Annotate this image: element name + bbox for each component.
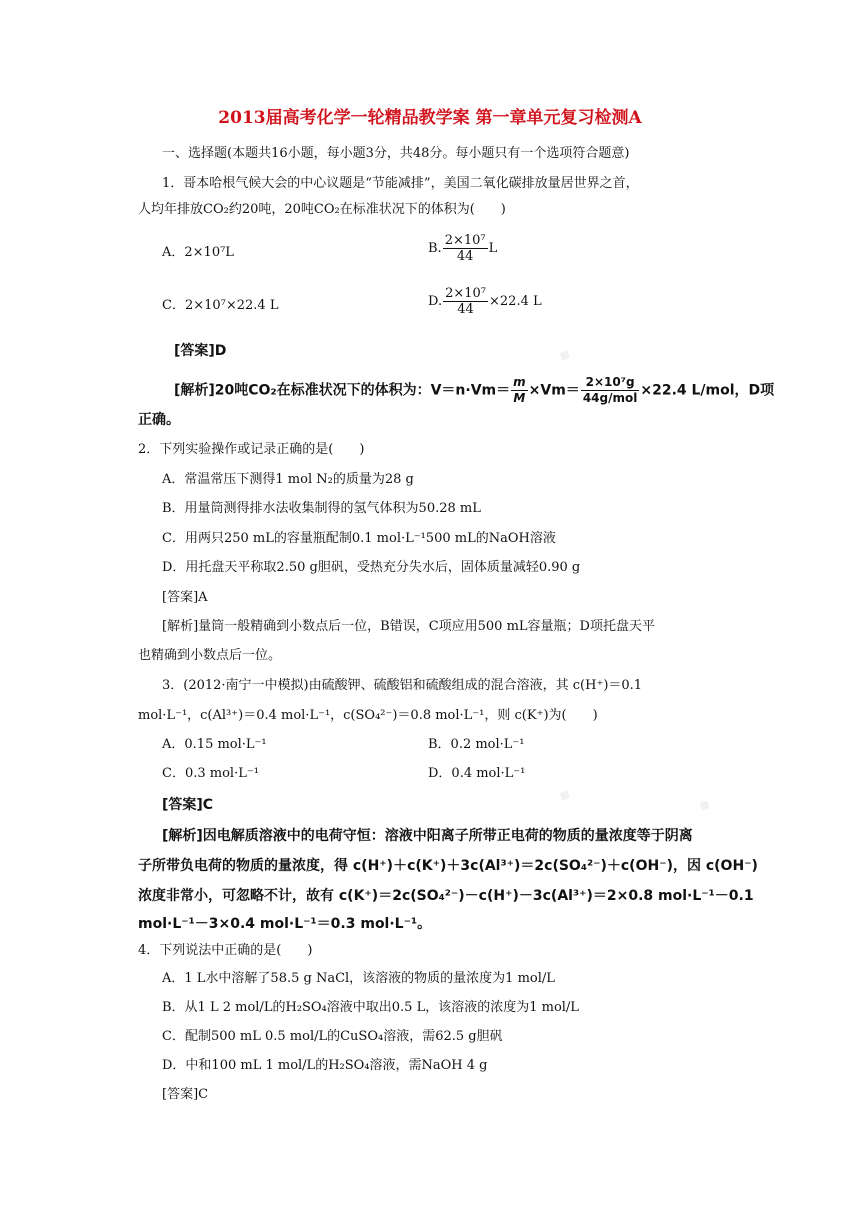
q1-option-b-numerator: 2×10⁷ bbox=[444, 233, 486, 248]
q1-analysis-fraction-1-den: M bbox=[513, 391, 526, 405]
q3-stem-line-1: 3．(2012·南宁一中模拟)由硫酸钾、硫酸铝和硫酸组成的混合溶液，其 c(H⁺)＝0.1 bbox=[162, 678, 643, 693]
q4-answer: [答案]C bbox=[162, 1087, 209, 1102]
q3-analysis-line-2: 子所带负电荷的物质的量浓度，得 c(H⁺)＋c(K⁺)＋3c(Al³⁺)＝2c(SO₄²⁻)＋c(OH⁻)，因 c(OH⁻) bbox=[138, 858, 758, 874]
q1-analysis-tail: ×22.4 L/mol，D项 bbox=[640, 382, 775, 399]
q1-stem-line-2: 人均年排放CO₂约20吨，20吨CO₂在标准状况下的体积为( ) bbox=[138, 202, 506, 217]
q3-answer: [答案]C bbox=[162, 797, 214, 813]
section-heading: 一、选择题(本题共16小题，每小题3分，共48分。每小题只有一个选项符合题意) bbox=[162, 146, 630, 161]
q4-option-a: A．1 L水中溶解了58.5 g NaCl，该溶液的物质的量浓度为1 mol/L bbox=[162, 971, 555, 986]
q4-option-b: B．从1 L 2 mol/L的H₂SO₄溶液中取出0.5 L，该溶液的浓度为1 mol/L bbox=[162, 1000, 579, 1015]
q4-stem: 4．下列说法中正确的是( ) bbox=[138, 943, 313, 958]
q1-analysis-mid: ×Vm＝ bbox=[528, 382, 580, 399]
q1-option-d-denominator: 44 bbox=[457, 302, 474, 317]
watermark-mark: ▦ bbox=[558, 348, 571, 363]
q3-analysis-line-4: mol·L⁻¹－3×0.4 mol·L⁻¹＝0.3 mol·L⁻¹。 bbox=[138, 916, 432, 932]
q3-option-d: D．0.4 mol·L⁻¹ bbox=[428, 766, 526, 781]
watermark-mark: ▦ bbox=[558, 788, 571, 803]
q1-option-b-denominator: 44 bbox=[456, 249, 474, 264]
q1-option-d-label: D. bbox=[428, 294, 443, 309]
q2-analysis-line-1: [解析]量筒一般精确到小数点后一位，B错误，C项应用500 mL容量瓶；D项托盘天平 bbox=[162, 619, 655, 634]
q1-stem-line-1: 1．哥本哈根气候大会的中心议题是“节能减排”，美国二氧化碳排放量居世界之首， bbox=[162, 176, 639, 191]
q3-stem-line-2: mol·L⁻¹，c(Al³⁺)＝0.4 mol·L⁻¹，c(SO₄²⁻)＝0.8 mol·L⁻¹，则 c(K⁺)为( ) bbox=[138, 708, 598, 723]
q1-analysis-fraction-1-num: m bbox=[513, 375, 526, 389]
q1-option-d-fraction bbox=[443, 286, 488, 317]
q1-analysis-fraction-1 bbox=[511, 375, 528, 406]
q4-option-d: D．中和100 mL 1 mol/L的H₂SO₄溶液，需NaOH 4 g bbox=[162, 1058, 488, 1073]
q2-stem: 2．下列实验操作或记录正确的是( ) bbox=[138, 442, 365, 457]
q3-option-b: B．0.2 mol·L⁻¹ bbox=[428, 737, 525, 752]
document-title: 2013届高考化学一轮精品教学案 第一章单元复习检测A bbox=[218, 108, 642, 128]
q3-option-a: A．0.15 mol·L⁻¹ bbox=[162, 737, 267, 752]
q1-analysis-fraction-2-num: 2×10⁷g bbox=[581, 375, 640, 391]
q1-analysis-lead: [解析]20吨CO₂在标准状况下的体积为：V＝n·Vm＝ bbox=[174, 382, 511, 399]
q1-analysis-fraction-2-den: 44g/mol bbox=[582, 391, 638, 405]
q2-analysis-line-2: 也精确到小数点后一位。 bbox=[138, 648, 282, 663]
q2-option-d: D．用托盘天平称取2.50 g胆矾，受热充分失水后，固体质量减轻0.90 g bbox=[162, 560, 581, 575]
q1-option-d-numerator: 2×10⁷ bbox=[445, 286, 487, 301]
q1-option-d bbox=[428, 286, 542, 317]
q1-option-a: A．2×10⁷L bbox=[162, 245, 234, 260]
watermark-mark: ▦ bbox=[698, 798, 711, 813]
q4-option-c: C．配制500 mL 0.5 mol/L的CuSO₄溶液，需62.5 g胆矾 bbox=[162, 1029, 503, 1044]
q1-option-b bbox=[428, 233, 497, 264]
q1-analysis bbox=[174, 375, 774, 406]
q2-option-c: C．用两只250 mL的容量瓶配制0.1 mol·L⁻¹500 mL的NaOH溶液 bbox=[162, 531, 556, 546]
q1-option-b-fraction bbox=[443, 233, 488, 264]
q1-option-d-tail: ×22.4 L bbox=[489, 294, 542, 309]
q1-option-c: C．2×10⁷×22.4 L bbox=[162, 298, 279, 313]
q2-option-b: B．用量筒测得排水法收集制得的氢气体积为50.28 mL bbox=[162, 501, 481, 516]
q3-analysis-line-3: 浓度非常小，可忽略不计，故有 c(K⁺)＝2c(SO₄²⁻)－c(H⁺)－3c(Al³⁺)＝2×0.8 mol·L⁻¹－0.1 bbox=[138, 888, 754, 904]
q1-option-b-label: B. bbox=[428, 241, 442, 256]
q2-answer: [答案]A bbox=[162, 590, 208, 605]
q1-analysis-line-2: 正确。 bbox=[138, 412, 180, 428]
q3-analysis-line-1: [解析]因电解质溶液中的电荷守恒：溶液中阳离子所带正电荷的物质的量浓度等于阴离 bbox=[162, 828, 693, 844]
q2-option-a: A．常温常压下测得1 mol N₂的质量为28 g bbox=[162, 472, 414, 487]
q1-option-b-tail: L bbox=[488, 241, 498, 256]
q1-analysis-fraction-2 bbox=[581, 375, 640, 406]
q1-answer: [答案]D bbox=[174, 343, 227, 359]
q3-option-c: C．0.3 mol·L⁻¹ bbox=[162, 766, 259, 781]
